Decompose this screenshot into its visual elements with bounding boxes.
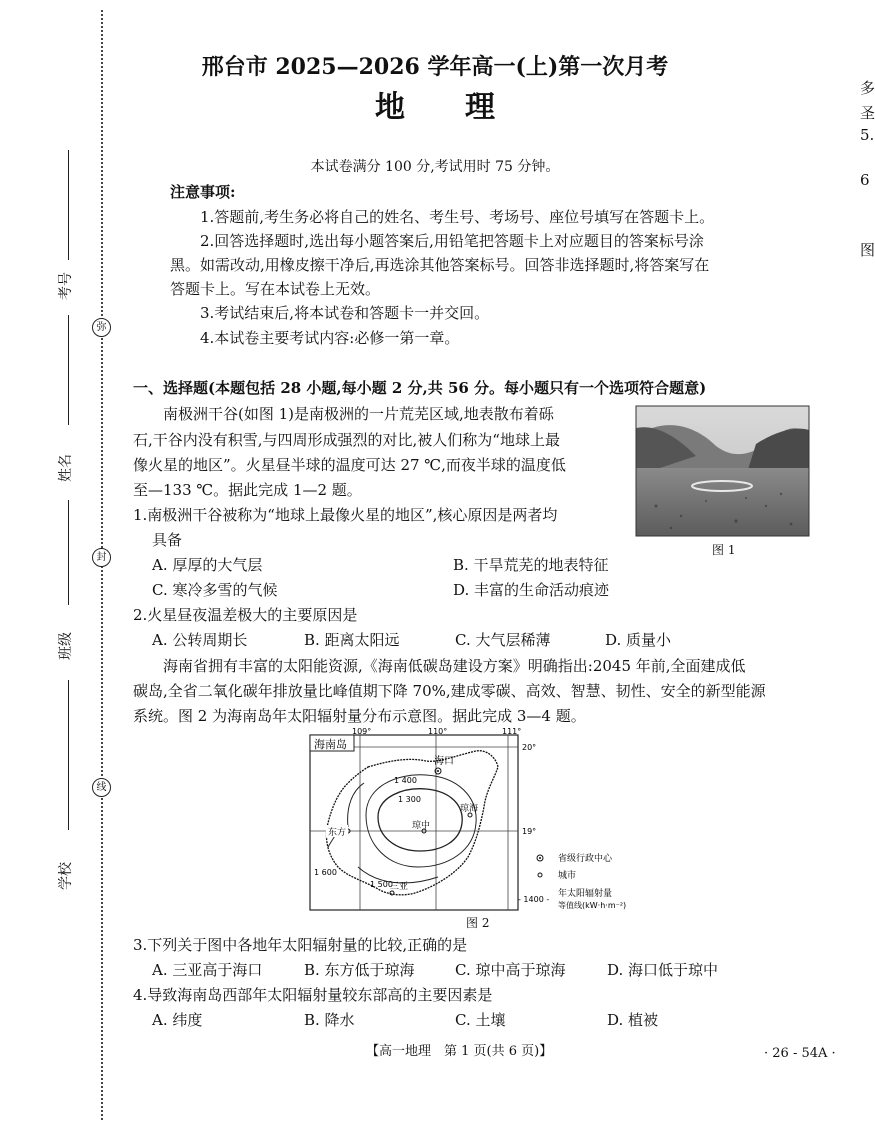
seal-mi: 弥 — [92, 318, 111, 337]
lon-label: 110° — [428, 727, 448, 736]
page-footer: 【高一地理 第 1 页(共 6 页)】 — [366, 1044, 553, 1059]
seal-feng: 封 — [92, 548, 111, 567]
exam-info: 本试卷满分 100 分,考试用时 75 分钟。 — [310, 159, 560, 175]
notice-heading: 注意事项: — [170, 183, 236, 201]
lat-label: 20° — [522, 743, 537, 752]
passage1-line: 像火星的地区”。火星昼半球的温度可达 27 ℃,而夜半球的温度低 — [133, 456, 566, 474]
q3-option-c: C. 琼中高于琼海 — [455, 961, 566, 979]
legend-city-label: 城市 — [558, 871, 577, 881]
q3-option-b: B. 东方低于琼海 — [304, 961, 415, 979]
q2-stem: 2.火星昼夜温差极大的主要原因是 — [133, 606, 358, 624]
map-box-label: 海南岛 — [314, 738, 347, 751]
seal-xian: 线 — [92, 778, 111, 797]
notice-line: 1.答题前,考生务必将自己的姓名、考生号、考场号、座位号填写在答题卡上。 — [200, 208, 715, 226]
school-underline — [68, 680, 69, 830]
q2-option-a: A. 公转周期长 — [152, 631, 248, 649]
q2-option-b: B. 距离太阳远 — [304, 631, 400, 649]
city-label: 三亚 — [390, 882, 409, 892]
edge-char: 多 — [860, 79, 875, 97]
q1-stem-cont: 具备 — [152, 531, 183, 549]
legend-capital-label: 省级行政中心 — [558, 854, 613, 864]
edge-char: 图 — [860, 241, 875, 259]
passage2-line: 系统。图 2 为海南岛年太阳辐射量分布示意图。据此完成 3—4 题。 — [133, 707, 586, 725]
isoline-label: 1 500 — [370, 880, 393, 889]
q1-stem: 1.南极洲干谷被称为“地球上最像火星的地区”,核心原因是两者均 — [133, 506, 558, 524]
q4-stem: 4.导致海南岛西部年太阳辐射量较东部高的主要因素是 — [133, 986, 493, 1004]
isoline-label: 1 600 — [314, 868, 337, 877]
q1-option-c: C. 寒冷多雪的气候 — [152, 581, 278, 599]
q1-option-b: B. 干旱荒芜的地表特征 — [453, 556, 609, 574]
class-underline — [68, 500, 69, 605]
label-class: 班级 — [58, 632, 74, 660]
lon-label: 109° — [352, 727, 372, 736]
legend-iso-label: 年太阳辐射量 — [558, 889, 613, 899]
passage1-line: 至—133 ℃。据此完成 1—2 题。 — [133, 481, 362, 499]
notice-line: 答题卡上。写在本试卷上无效。 — [170, 280, 381, 298]
name-underline — [68, 315, 69, 425]
label-exam-number: 考号 — [58, 272, 74, 300]
city-label: 东方 — [328, 828, 347, 838]
q3-option-a: A. 三亚高于海口 — [152, 961, 263, 979]
legend-iso-unit: 等值线(kW·h·m⁻²) — [558, 901, 627, 910]
lon-label: 111° — [502, 727, 522, 736]
edge-char: 5. — [860, 126, 875, 144]
label-name: 姓名 — [58, 454, 74, 482]
q3-option-d: D. 海口低于琼中 — [607, 961, 719, 979]
q1-option-d: D. 丰富的生命活动痕迹 — [453, 581, 610, 599]
figure1-caption: 图 1 — [712, 543, 736, 557]
notice-line: 黑。如需改动,用橡皮擦干净后,再选涂其他答案标号。回答非选择题时,将答案写在 — [170, 256, 710, 274]
lat-label: 19° — [522, 827, 537, 836]
passage1-line: 南极洲干谷(如图 1)是南极洲的一片荒芜区域,地表散布着砾 — [163, 405, 554, 423]
edge-char: 6 — [860, 171, 870, 189]
figure2-caption: 图 2 — [466, 916, 490, 930]
isoline-label: 1 300 — [398, 795, 421, 804]
city-label: 琼海 — [460, 804, 479, 814]
q1-option-a: A. 厚厚的大气层 — [152, 556, 263, 574]
notice-line: 3.考试结束后,将本试卷和答题卡一并交回。 — [200, 304, 490, 322]
legend-iso-value: - 1400 - — [518, 895, 550, 904]
city-label: 琼中 — [412, 821, 431, 831]
notice-line: 4.本试卷主要考试内容:必修一第一章。 — [200, 329, 460, 347]
q3-stem: 3.下列关于图中各地年太阳辐射量的比较,正确的是 — [133, 936, 468, 954]
q4-option-d: D. 植被 — [607, 1011, 659, 1029]
isoline-label: 1 400 — [394, 776, 417, 785]
label-school: 学校 — [58, 862, 74, 890]
q4-option-b: B. 降水 — [304, 1011, 355, 1029]
figure1-photo — [636, 406, 809, 536]
passage2-line: 碳岛,全省二氧化碳年排放量比峰值期下降 70%,建成零碳、高效、智慧、韧性、安全的新型能源 — [133, 682, 766, 700]
exam-title: 邢台市 2025—2026 学年高一(上)第一次月考 — [201, 54, 669, 80]
city-label: 海口 — [434, 756, 454, 767]
passage2-line: 海南省拥有丰富的太阳能资源,《海南低碳岛建设方案》明确指出:2045 年前,全面建成低 — [163, 657, 746, 675]
q4-option-a: A. 纬度 — [152, 1011, 203, 1029]
notice-line: 2.回答选择题时,选出每小题答案后,用铅笔把答题卡上对应题目的答案标号涂 — [200, 232, 704, 250]
subject-title: 地 理 — [375, 90, 495, 125]
passage1-line: 石,干谷内没有积雪,与四周形成强烈的对比,被人们称为“地球上最 — [133, 431, 560, 449]
legend-city-icon — [538, 873, 542, 877]
edge-char: 圣 — [860, 104, 875, 122]
q2-option-c: C. 大气层稀薄 — [455, 631, 551, 649]
paper-code: · 26 - 54A · — [764, 1046, 836, 1061]
q4-option-c: C. 土壤 — [455, 1011, 506, 1029]
section-heading: 一、选择题(本题包括 28 小题,每小题 2 分,共 56 分。每小题只有一个选项符合题意) — [133, 379, 707, 397]
figure2-map — [308, 727, 648, 917]
q2-option-d: D. 质量小 — [605, 631, 672, 649]
